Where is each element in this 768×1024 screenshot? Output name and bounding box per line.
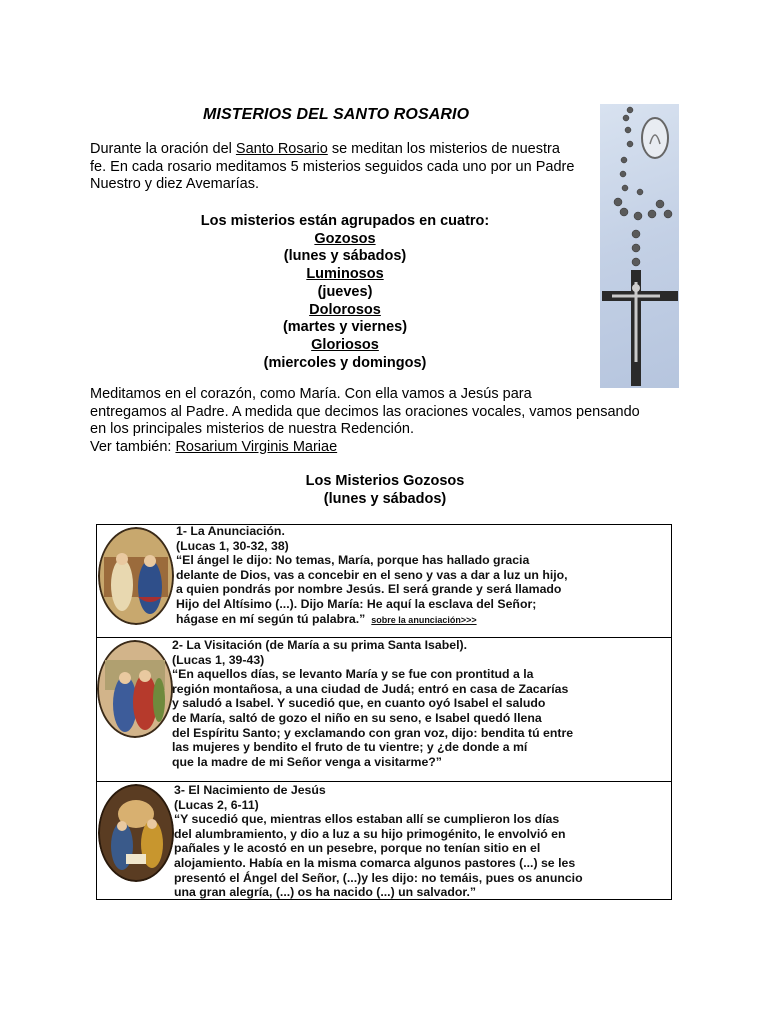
rosary-image <box>600 104 679 388</box>
visitation-image <box>97 640 173 738</box>
intro-text: se meditan los misterios de nuestra <box>327 141 560 157</box>
group-dolorosos-link[interactable]: Dolorosos <box>309 301 381 318</box>
mystery-3-quote: del alumbramiento, y dio a luz a su hijo primogénito, le envolvió en <box>174 826 566 841</box>
mystery-3-quote: una gran alegría, (...) os ha nacido (...) un salvador.” <box>174 885 477 900</box>
see-also-label: Ver también: <box>90 438 176 455</box>
mystery-groups <box>195 213 495 372</box>
group-days: (martes y viernes) <box>282 319 408 336</box>
group-gloriosos-link[interactable]: Gloriosos <box>311 336 379 353</box>
mystery-1-quote: hágase en mí según tú palabra.” <box>176 611 366 626</box>
mystery-1-quote: “El ángel le dijo: No temas, María, porque has hallado gracia <box>176 553 530 568</box>
visitation-illustration <box>97 640 173 738</box>
page-title: MISTERIOS DEL SANTO ROSARIO <box>203 106 470 123</box>
meditation-text: en los principales misterios de nuestra Redención. <box>90 421 415 437</box>
santo-rosario-link[interactable]: Santo Rosario <box>235 141 328 157</box>
nativity-image <box>98 784 174 882</box>
section-title: Los Misterios Gozosos <box>305 473 465 489</box>
annunciation-image <box>98 527 174 625</box>
meditation-text: entregamos al Padre. A medida que decimos las oraciones vocales, vamos pensando <box>90 403 640 420</box>
mystery-3-title: 3- El Nacimiento de Jesús <box>174 783 326 797</box>
mystery-2-quote: del Espíritu Santo; y exclamando con gran voz, dijo: bendita tú entre <box>172 725 574 740</box>
mystery-2-quote: que la madre de mi Señor venga a visitarme?” <box>172 754 442 769</box>
rosary-illustration <box>600 104 679 388</box>
mystery-3-text <box>174 783 583 900</box>
mystery-2-text <box>172 638 573 769</box>
border-tick <box>96 626 97 636</box>
rosarium-link[interactable]: Rosarium Virginis Mariae <box>175 438 338 455</box>
border-tick <box>96 770 97 780</box>
mystery-3-quote: pañales y le acostó en un pesebre, porque no tenían sitio en el <box>174 841 541 856</box>
section-days: (lunes y sábados) <box>323 491 447 507</box>
annunciation-link[interactable]: sobre la anunciación>>> <box>371 614 477 625</box>
group-gozosos-link[interactable]: Gozosos <box>314 230 376 247</box>
group-days: (lunes y sábados) <box>283 248 407 265</box>
meditation-paragraph <box>90 386 690 456</box>
mystery-2-quote: las mujeres y bendito el fruto de tu vientre; y ¿de donde a mí <box>172 740 528 755</box>
mystery-2-reference: (Lucas 1, 39-43) <box>172 652 265 667</box>
intro-paragraph <box>90 141 605 194</box>
row-divider <box>96 781 672 782</box>
mystery-3-quote: alojamiento. Había en la misma comarca algunos pastores (...) se les <box>174 855 576 870</box>
mystery-1-quote: a quien pondrás por nombre Jesús. El será grande y será llamado <box>176 582 562 597</box>
group-days: (jueves) <box>317 283 373 300</box>
mystery-3-quote: “Y sucedió que, mientras ellos estaban allí se cumplieron los días <box>174 812 560 827</box>
mystery-1-quote: delante de Dios, vas a concebir en el seno y vas a dar a luz un hijo, <box>176 567 568 582</box>
nativity-illustration <box>98 784 174 882</box>
annunciation-illustration <box>98 527 174 625</box>
intro-text: Nuestro y diez Avemarías. <box>90 176 259 192</box>
section-heading <box>260 472 510 508</box>
mystery-1-quote: Hijo del Altísimo (...). Dijo María: He aquí la esclava del Señor; <box>176 596 537 611</box>
group-days: (miercoles y domingos) <box>263 354 427 371</box>
groups-heading: Los misterios están agrupados en cuatro: <box>200 213 490 229</box>
mystery-1-text <box>176 524 568 627</box>
mystery-1-reference: (Lucas 1, 30-32, 38) <box>176 538 289 553</box>
mystery-2-quote: y saludó a Isabel. Y sucedió que, en cuanto oyó Isabel el saludo <box>172 696 546 711</box>
mystery-2-quote: región montañosa, a una ciudad de Judá; entró en casa de Zacarías <box>172 681 569 696</box>
mystery-2-title: 2- La Visitación (de María a su prima Santa Isabel). <box>172 638 467 652</box>
intro-text: Durante la oración del <box>90 141 236 157</box>
mystery-1-title: 1- La Anunciación. <box>176 524 285 538</box>
meditation-text: Meditamos en el corazón, como María. Con ella vamos a Jesús para <box>90 386 532 402</box>
mystery-3-quote: presentó el Ángel del Señor, (...)y les dijo: no temáis, pues os anuncio <box>174 870 583 885</box>
mystery-3-reference: (Lucas 2, 6-11) <box>174 797 259 812</box>
mystery-2-quote: “En aquellos días, se levanto María y se fue con prontitud a la <box>172 667 534 682</box>
mystery-2-quote: de María, saltó de gozo el niño en su seno, e Isabel quedó llena <box>172 710 542 725</box>
group-luminosos-link[interactable]: Luminosos <box>306 266 384 283</box>
intro-text: fe. En cada rosario meditamos 5 misterios seguidos cada uno por un Padre <box>90 158 575 175</box>
